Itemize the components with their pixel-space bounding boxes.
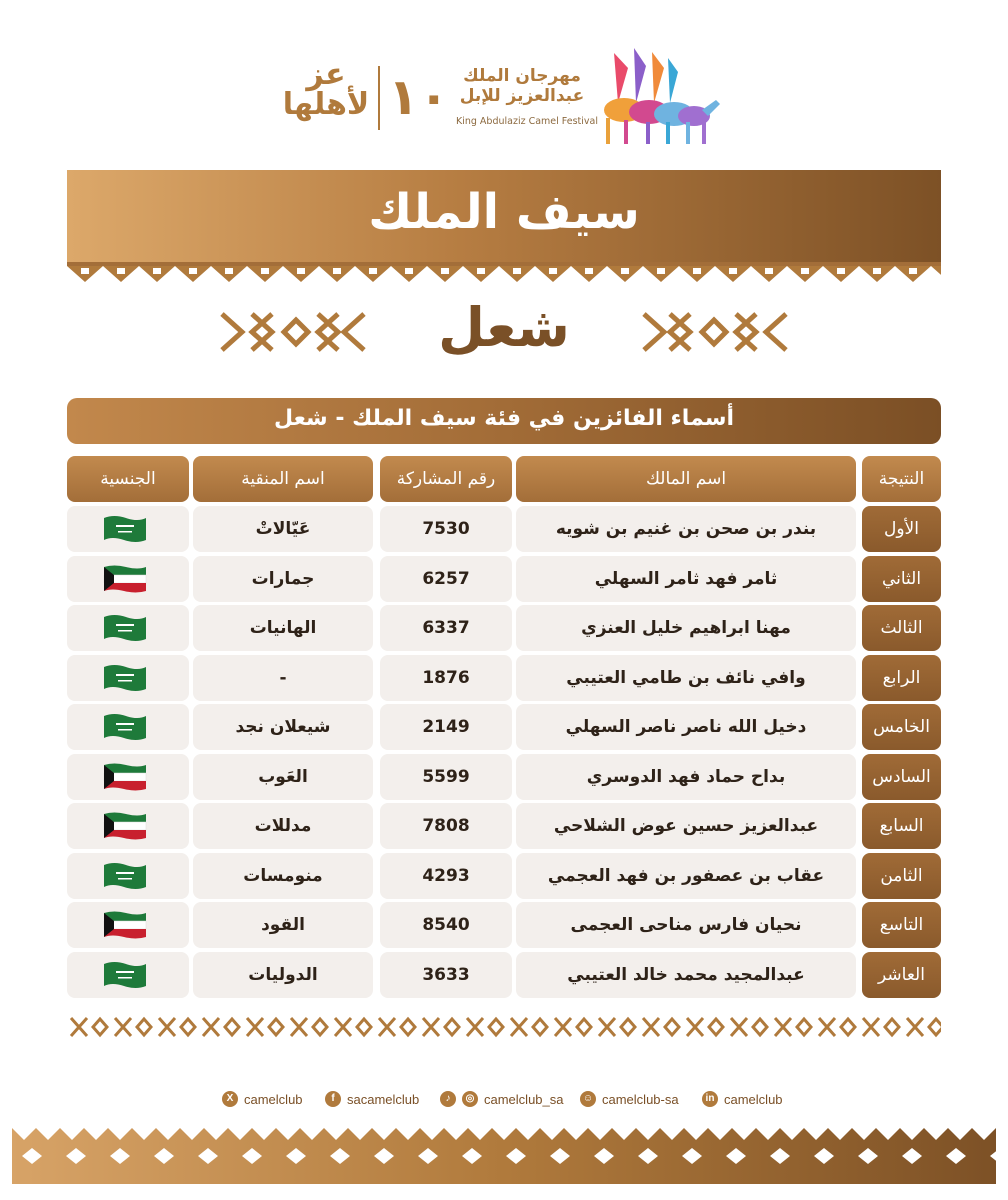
header-owner-name: اسم المالك (516, 456, 856, 502)
owner-name-cell: مهنا ابراهيم خليل العنزي (516, 605, 856, 651)
camel-name-cell: العَوب (193, 754, 373, 800)
camel-name-cell: الهانيات (193, 605, 373, 651)
nationality-cell (67, 754, 189, 800)
subtitle-category: شعل (438, 296, 570, 359)
rank-cell: العاشر (862, 952, 941, 998)
social-linkedin-handle: camelclub (724, 1091, 783, 1107)
table-row (67, 655, 941, 701)
kuwait-flag-icon (102, 762, 148, 792)
table-row (67, 605, 941, 651)
camel-name-cell: عَيّالاتْ (193, 506, 373, 552)
subtitle-ornament-right (640, 310, 790, 354)
kuwait-flag-icon (102, 910, 148, 940)
owner-name-cell: وافي نائف بن طامي العتيبي (516, 655, 856, 701)
tiktok-icon: ♪ (440, 1091, 456, 1107)
social-x-handle: camelclub (244, 1091, 303, 1107)
facebook-icon: f (325, 1091, 341, 1107)
owner-name-cell: ثامر فهد ثامر السهلي (516, 556, 856, 602)
owner-name-cell: عبدالمجيد محمد خالد العتيبي (516, 952, 856, 998)
rank-cell: التاسع (862, 902, 941, 948)
nationality-cell (67, 556, 189, 602)
table-row (67, 902, 941, 948)
logo-divider (378, 66, 380, 130)
table-row (67, 952, 941, 998)
owner-name-cell: نحيان فارس مناحى العجمى (516, 902, 856, 948)
entry-number-cell: 7808 (380, 803, 512, 849)
subtitle-ornament-left (218, 310, 368, 354)
izz-logo-line2: لأهلها (282, 87, 370, 122)
saudi-flag-icon (102, 613, 148, 643)
social-facebook-handle: sacamelclub (347, 1091, 420, 1107)
nationality-cell (67, 506, 189, 552)
winners-section-bar (67, 398, 941, 444)
nationality-cell (67, 605, 189, 651)
saudi-flag-icon (102, 712, 148, 742)
entry-number-cell: 5599 (380, 754, 512, 800)
rank-cell: الثامن (862, 853, 941, 899)
nationality-cell (67, 704, 189, 750)
table-row (67, 853, 941, 899)
social-snapchat-handle: camelclub-sa (602, 1091, 679, 1107)
owner-name-cell: عقاب بن عصفور بن فهد العجمي (516, 853, 856, 899)
banner-title: سيف الملك (368, 184, 640, 240)
bottom-pattern-decoration (67, 1014, 941, 1040)
saudi-flag-icon (102, 514, 148, 544)
table-row (67, 704, 941, 750)
snapchat-icon: ☺ (580, 1091, 596, 1107)
rank-cell: السادس (862, 754, 941, 800)
owner-name-cell: عبدالعزيز حسين عوض الشلاحي (516, 803, 856, 849)
table-row (67, 803, 941, 849)
footer-motifs (12, 1128, 996, 1184)
camel-name-cell: - (193, 655, 373, 701)
table-row (67, 556, 941, 602)
rank-cell: السابع (862, 803, 941, 849)
saudi-flag-icon (102, 960, 148, 990)
kuwait-flag-icon (102, 564, 148, 594)
table-row (67, 506, 941, 552)
owner-name-cell: بندر بن صحن بن غنيم بن شويه (516, 506, 856, 552)
saudi-flag-icon (102, 663, 148, 693)
header-camel-name: اسم المنقية (193, 456, 373, 502)
saudi-flag-icon (102, 861, 148, 891)
entry-number-cell: 2149 (380, 704, 512, 750)
festival-name-ar-line2: عبدالعزيز للإبل (459, 86, 585, 106)
festival-name-ar-line1: مهرجان الملك (463, 66, 581, 86)
izz-lahlaha-logo (276, 57, 376, 122)
camel-name-cell: منومسات (193, 853, 373, 899)
camel-name-cell: مدللات (193, 803, 373, 849)
entry-number-cell: 4293 (380, 853, 512, 899)
social-x[interactable] (222, 1088, 303, 1110)
social-facebook[interactable] (325, 1088, 419, 1110)
nationality-cell (67, 952, 189, 998)
owner-name-cell: بداح حماد فهد الدوسري (516, 754, 856, 800)
linkedin-icon: in (702, 1091, 718, 1107)
rank-cell: الثالث (862, 605, 941, 651)
festival-name-ar (452, 66, 592, 106)
winners-section-title: أسماء الفائزين في فئة سيف الملك - شعل (274, 406, 734, 431)
rank-cell: الثاني (862, 556, 941, 602)
banner-pattern-decoration (67, 262, 941, 286)
social-links (0, 1088, 1008, 1110)
header-entry-number: رقم المشاركة (380, 456, 512, 502)
camel-riders-logo-icon (594, 48, 724, 148)
camel-name-cell: الدوليات (193, 952, 373, 998)
owner-name-cell: دخيل الله ناصر ناصر السهلي (516, 704, 856, 750)
table-row (67, 754, 941, 800)
rank-cell: الأول (862, 506, 941, 552)
camel-name-cell: شيعلان نجد (193, 704, 373, 750)
rank-cell: الرابع (862, 655, 941, 701)
entry-number-cell: 8540 (380, 902, 512, 948)
izz-logo-line1: عز (306, 57, 346, 92)
header-nationality: الجنسية (67, 456, 189, 502)
footer-pattern (12, 1128, 996, 1184)
nationality-cell (67, 655, 189, 701)
nationality-cell (67, 902, 189, 948)
header-result: النتيجة (862, 456, 941, 502)
camel-name-cell: القود (193, 902, 373, 948)
entry-number-cell: 1876 (380, 655, 512, 701)
nationality-cell (67, 803, 189, 849)
rank-cell: الخامس (862, 704, 941, 750)
social-linkedin[interactable] (702, 1088, 783, 1110)
entry-number-cell: 6337 (380, 605, 512, 651)
entry-number-cell: 6257 (380, 556, 512, 602)
instagram-icon: ◎ (462, 1091, 478, 1107)
nationality-cell (67, 853, 189, 899)
entry-number-cell: 7530 (380, 506, 512, 552)
edition-number: ١٠ (388, 68, 450, 126)
social-tiktok-instagram-handle: camelclub_sa (484, 1091, 564, 1107)
entry-number-cell: 3633 (380, 952, 512, 998)
header-logos (0, 40, 1008, 140)
title-banner (67, 170, 941, 273)
camel-name-cell: جمارات (193, 556, 373, 602)
social-snapchat[interactable] (580, 1088, 679, 1110)
festival-name-en: King Abdulaziz Camel Festival (455, 116, 598, 127)
kuwait-flag-icon (102, 811, 148, 841)
social-tiktok-instagram[interactable] (440, 1088, 564, 1110)
x-icon: X (222, 1091, 238, 1107)
